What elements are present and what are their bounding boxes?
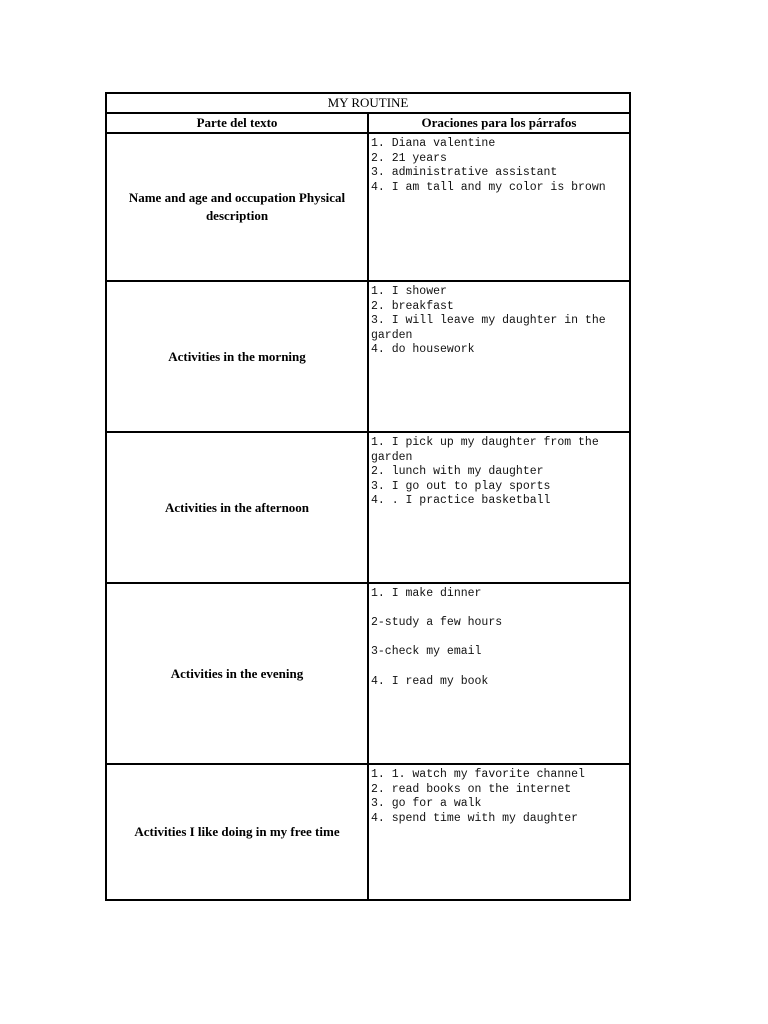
table-row [106, 432, 630, 583]
sentence-line: 3. administrative assistant [371, 166, 558, 180]
sentence-line: 4. . I practice basketball [371, 494, 551, 508]
sentence-line: 1. I shower [371, 285, 447, 298]
sentence-line: 2-study a few hours [371, 616, 503, 630]
row-label: Activities in the morning [106, 281, 368, 432]
sentence-line: 1. 1. watch my favorite channel [371, 768, 585, 781]
sentence-line: 1. Diana valentine [371, 137, 496, 150]
table-row [106, 281, 630, 432]
sentence-line: 4. I read my book [371, 674, 489, 688]
row-sentences [368, 432, 630, 583]
row-sentences [368, 583, 630, 764]
column-header-part: Parte del texto [106, 113, 368, 133]
column-header-sentences: Oraciones para los párrafos [368, 113, 630, 133]
sentence-line: 3-check my email [371, 645, 482, 659]
sentence-line: 3. I will leave my daughter in the garden [371, 314, 606, 342]
sentence-line: 4. spend time with my daughter [371, 811, 579, 825]
routine-table [105, 92, 631, 901]
sentence-line: 1. I pick up my daughter from the garden [371, 436, 599, 464]
table-row [106, 133, 630, 281]
sentence-line: 2. read books on the internet [371, 782, 572, 796]
table-title: MY ROUTINE [106, 93, 630, 113]
sentence-line: 3. go for a walk [371, 797, 482, 811]
title-row [106, 93, 630, 113]
sentence-line: 2. 21 years [371, 151, 447, 165]
header-row [106, 113, 630, 133]
table-row [106, 764, 630, 900]
row-label: Activities in the afternoon [106, 432, 368, 583]
row-sentences [368, 764, 630, 900]
row-label: Activities I like doing in my free time [106, 764, 368, 900]
sentence-line: 3. I go out to play sports [371, 479, 551, 493]
sentence-line: 4. I am tall and my color is brown [371, 180, 606, 194]
table-row [106, 583, 630, 764]
row-label: Name and age and occupation Physical description [106, 133, 368, 281]
row-sentences [368, 281, 630, 432]
row-sentences [368, 133, 630, 281]
sentence-line: 4. do housework [371, 343, 475, 357]
sentence-line: 1. I make dinner [371, 587, 482, 600]
row-label: Activities in the evening [106, 583, 368, 764]
sentence-line: 2. breakfast [371, 299, 454, 313]
sentence-line: 2. lunch with my daughter [371, 465, 544, 479]
